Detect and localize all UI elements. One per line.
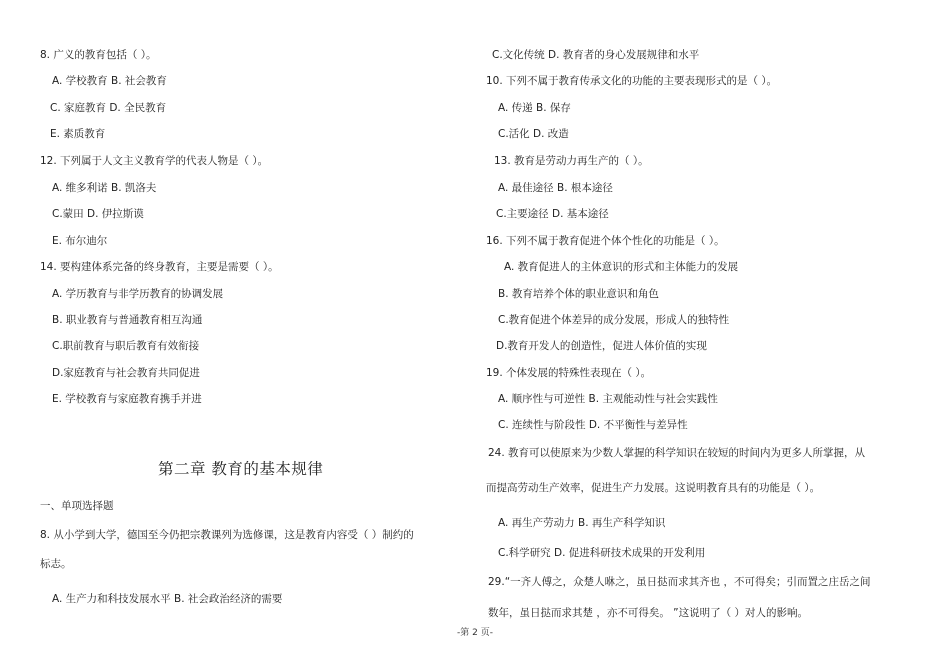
question-16-option-c: C.教育促进个体差异的成分发展，形成人的独特性 xyxy=(498,314,730,326)
section-heading: 一、单项选择题 xyxy=(40,500,114,512)
question-8b-stem-line1: 8. 从小学到大学，德国至今仍把宗教课列为选修课，这是教育内容受（ ）制约的 xyxy=(40,529,414,541)
question-19-stem: 19. 个体发展的特殊性表现在（ ）。 xyxy=(486,367,652,379)
question-8b-options-cd: C.文化传统 D. 教育者的身心发展规律和水平 xyxy=(492,49,700,61)
question-10-options-cd: C.活化 D. 改造 xyxy=(498,128,569,140)
question-12-stem: 12. 下列属于人文主义教育学的代表人物是（ ）。 xyxy=(40,155,269,167)
page-number-footer: -第 2 页- xyxy=(457,628,493,638)
question-24-stem-line2: 而提高劳动生产效率，促进生产力发展。这说明教育具有的功能是（ ）。 xyxy=(486,482,821,494)
question-19-options-ab: A. 顺序性与可逆性 B. 主观能动性与社会实践性 xyxy=(498,393,718,405)
question-24-options-ab: A. 再生产劳动力 B. 再生产科学知识 xyxy=(498,517,666,529)
question-14-option-c: C.职前教育与职后教育有效衔接 xyxy=(52,340,200,352)
question-24-stem-line1: 24. 教育可以使原来为少数人掌握的科学知识在较短的时间内为更多人所掌握，从 xyxy=(488,447,866,459)
question-29-stem-line1: 29.“一齐人傅之，众楚人咻之，虽日挞而求其齐也 ，不可得矣；引而置之庄岳之间 xyxy=(488,576,871,588)
question-10-stem: 10. 下列不属于教育传承文化的功能的主要表现形式的是（ ）。 xyxy=(486,75,778,87)
question-13-options-cd: C.主要途径 D. 基本途径 xyxy=(496,208,609,220)
question-12-options-ab: A. 维多利诺 B. 凯洛夫 xyxy=(52,182,157,194)
question-10-options-ab: A. 传递 B. 保存 xyxy=(498,102,571,114)
question-16-option-a: A. 教育促进人的主体意识的形式和主体能力的发展 xyxy=(504,261,739,273)
question-8-options-cd: C. 家庭教育 D. 全民教育 xyxy=(50,102,167,114)
question-13-options-ab: A. 最佳途径 B. 根本途径 xyxy=(498,182,613,194)
question-14-option-e: E. 学校教育与家庭教育携手并进 xyxy=(52,393,202,405)
question-12-option-e: E. 布尔迪尔 xyxy=(52,235,108,247)
question-13-stem: 13. 教育是劳动力再生产的（ ）。 xyxy=(494,155,649,167)
question-29-stem-line2: 数年，虽日挞而求其楚 ，亦不可得矣。 ”这说明了（ ）对人的影响。 xyxy=(488,607,808,619)
question-14-option-a: A. 学历教育与非学历教育的协调发展 xyxy=(52,288,224,300)
question-16-option-b: B. 教育培养个体的职业意识和角色 xyxy=(498,288,659,300)
question-14-option-b: B. 职业教育与普通教育相互沟通 xyxy=(52,314,203,326)
chapter-title: 第二章 教育的基本规律 xyxy=(158,460,324,478)
question-8b-stem-line2: 标志。 xyxy=(40,558,72,570)
question-12-options-cd: C.蒙田 D. 伊拉斯谟 xyxy=(52,208,144,220)
question-8-stem: 8. 广义的教育包括（ ）。 xyxy=(40,49,157,61)
question-8b-options-ab: A. 生产力和科技发展水平 B. 社会政治经济的需要 xyxy=(52,593,283,605)
question-8-option-e: E. 素质教育 xyxy=(50,128,106,140)
question-14-stem: 14. 要构建体系完备的终身教育，主要是需要（ ）。 xyxy=(40,261,279,273)
question-24-options-cd: C.科学研究 D. 促进科研技术成果的开发利用 xyxy=(498,547,706,559)
question-14-option-d: D.家庭教育与社会教育共同促进 xyxy=(52,367,200,379)
question-16-stem: 16. 下列不属于教育促进个体个性化的功能是（ ）。 xyxy=(486,235,725,247)
question-19-options-cd: C. 连续性与阶段性 D. 不平衡性与差异性 xyxy=(498,419,688,431)
question-16-option-d: D.教育开发人的创造性，促进人体价值的实现 xyxy=(496,340,707,352)
question-8-options-ab: A. 学校教育 B. 社会教育 xyxy=(52,75,167,87)
